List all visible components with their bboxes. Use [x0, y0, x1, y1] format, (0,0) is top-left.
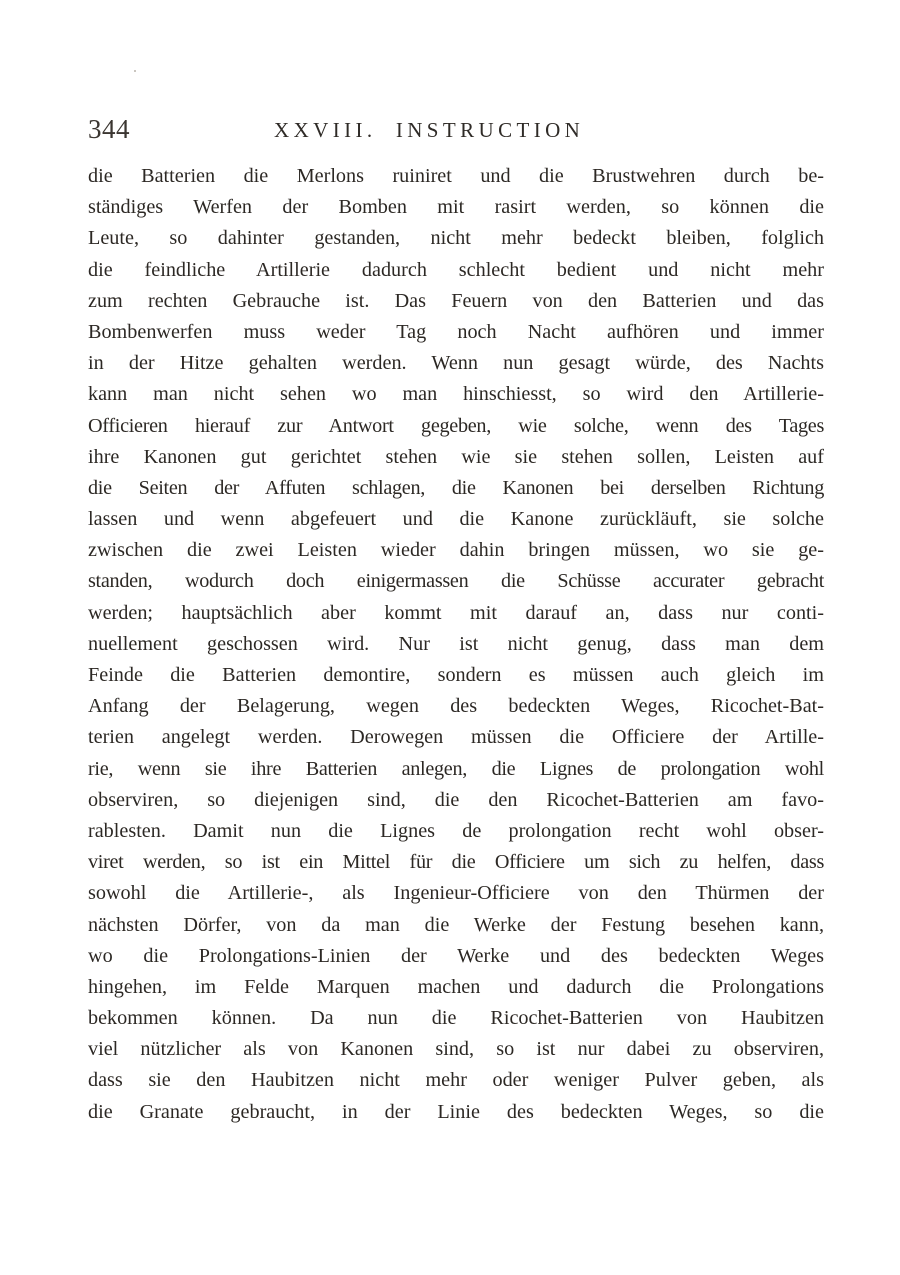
- text-line: Leute, so dahinter gestanden, nicht mehr bedeckt bleiben, folglich: [88, 227, 824, 250]
- text-line: die Batterien die Merlons ruiniret und die Brustwehren durch be-: [88, 165, 824, 187]
- text-line: in der Hitze gehalten werden. Wenn nun gesagt würde, des Nachts: [88, 352, 824, 375]
- text-line: nuellement geschossen wird. Nur ist nicht genug, dass man dem: [88, 632, 824, 655]
- text-line: zwischen die zwei Leisten wieder dahin bringen müssen, wo sie ge-: [88, 539, 824, 562]
- text-line: die Seiten der Affuten schlagen, die Kanonen bei derselben Richtung: [88, 476, 824, 499]
- paper-speck: [134, 70, 136, 72]
- text-line: wo die Prolongations-Linien der Werke und des bedeckten Weges: [88, 944, 824, 967]
- page-number: 344: [88, 114, 130, 144]
- text-line: bekommen können. Da nun die Ricochet-Batterien von Haubitzen: [88, 1007, 824, 1030]
- text-line: ihre Kanonen gut gerichtet stehen wie sie stehen sollen, Leisten auf: [88, 445, 824, 468]
- text-line: rablesten. Damit nun die Lignes de prolongation recht wohl obser-: [88, 819, 824, 842]
- text-line: standen, wodurch doch einigermassen die Schüsse accurater gebracht: [88, 570, 824, 593]
- text-line: Bombenwerfen muss weder Tag noch Nacht aufhören und immer: [88, 320, 824, 343]
- text-line: viret werden, so ist ein Mittel für die Officiere um sich zu helfen, dass: [88, 851, 824, 874]
- text-line: observiren, so diejenigen sind, die den Ricochet-Batterien am favo-: [88, 788, 824, 811]
- text-line: hingehen, im Felde Marquen machen und dadurch die Prolongations: [88, 975, 824, 998]
- body-text: [88, 161, 824, 1128]
- text-line: nächsten Dörfer, von da man die Werke der Festung besehen kann,: [88, 913, 824, 936]
- text-line: Anfang der Belagerung, wegen des bedeckten Weges, Ricochet-Bat-: [88, 695, 824, 718]
- text-line: lassen und wenn abgefeuert und die Kanone zurückläuft, sie solche: [88, 508, 824, 531]
- text-line: dass sie den Haubitzen nicht mehr oder weniger Pulver geben, als: [88, 1069, 824, 1092]
- text-line: die Granate gebraucht, in der Linie des bedeckten Weges, so die: [88, 1100, 824, 1123]
- text-line: die feindliche Artillerie dadurch schlecht bedient und nicht mehr: [88, 258, 824, 281]
- text-line: zum rechten Gebrauche ist. Das Feuern von den Batterien und das: [88, 289, 824, 312]
- text-line: ständiges Werfen der Bomben mit rasirt werden, so können die: [88, 196, 824, 219]
- text-line: viel nützlicher als von Kanonen sind, so ist nur dabei zu observiren,: [88, 1038, 824, 1061]
- running-head: XXVIII. INSTRUCTION: [274, 118, 585, 142]
- text-line: sowohl die Artillerie-, als Ingenieur-Officiere von den Thürmen der: [88, 882, 824, 905]
- page-header: [88, 114, 824, 154]
- text-line: rie, wenn sie ihre Batterien anlegen, die Lignes de prolongation wohl: [88, 757, 824, 780]
- text-line: Feinde die Batterien demontire, sondern es müssen auch gleich im: [88, 664, 824, 686]
- text-line: kann man nicht sehen wo man hinschiesst, so wird den Artillerie-: [88, 383, 824, 406]
- text-line: Officieren hierauf zur Antwort gegeben, wie solche, wenn des Tages: [88, 414, 824, 437]
- text-line: werden; hauptsächlich aber kommt mit darauf an, dass nur conti-: [88, 601, 824, 624]
- text-line: terien angelegt werden. Derowegen müssen die Officiere der Artille-: [88, 726, 824, 749]
